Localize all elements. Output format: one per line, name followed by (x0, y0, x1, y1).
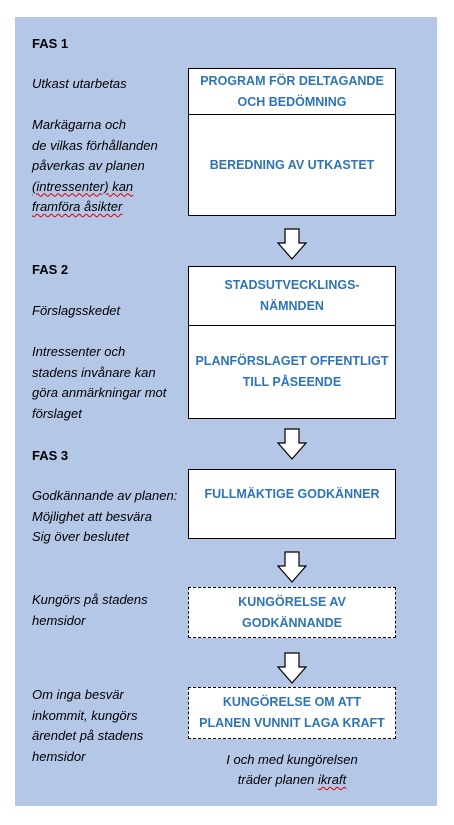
down-arrow-icon (277, 428, 307, 460)
note-line: hemsidor (32, 748, 86, 764)
note-line: Godkännande av planen: (32, 488, 178, 503)
box-kungorelse-laga-kraft: KUNGÖRELSE OM ATT PLANEN VUNNIT LAGA KRAFT (188, 687, 396, 739)
note-utkast: Utkast utarbetas (32, 76, 127, 91)
footer-note (188, 750, 396, 790)
box-program: PROGRAM FÖR DELTAGANDE OCH BEDÖMNING (188, 68, 396, 115)
box-stadsutveckling: STADSUTVECKLINGS- NÄMNDEN (188, 266, 396, 326)
note-line: förslaget (32, 405, 82, 421)
footer-line (188, 770, 396, 790)
box-fullmaktige: FULLMÄKTIGE GODKÄNNER (188, 469, 396, 539)
note-line (32, 177, 192, 198)
spellcheck-line: framföra åsikter (32, 199, 123, 214)
note-line: påverkas av planen (32, 158, 145, 173)
box-kungorelse-godkannande: KUNGÖRELSE AV GODKÄNNANDE (188, 587, 396, 638)
note-inga-besvar (32, 685, 192, 767)
footer-line: I och med kungörelsen (226, 752, 358, 767)
note-markagare (32, 115, 192, 218)
note-line: stadens invånare kan (32, 364, 156, 380)
note-line: Om inga besvär (32, 687, 124, 702)
down-arrow-icon (277, 652, 307, 684)
spellcheck-word: kan (108, 178, 134, 194)
note-line: Sig över beslutet (32, 529, 129, 544)
box-beredning: BEREDNING AV UTKASTET (188, 114, 396, 216)
note-intressenter (32, 342, 192, 424)
down-arrow-icon (277, 228, 307, 260)
note-line: Möjlighet att besvära (32, 508, 152, 524)
note-forslag: Förslagsskedet (32, 303, 121, 318)
box-planforslaget: PLANFÖRSLAGET OFFENTLIGT TILL PÅSEENDE (188, 325, 396, 419)
down-arrow-icon (277, 551, 307, 583)
phase-3-heading: FAS 3 (32, 448, 69, 463)
note-line: Intressenter och (32, 344, 126, 359)
phase-2-heading: FAS 2 (32, 262, 69, 277)
phase-1-heading: FAS 1 (32, 36, 69, 51)
spellcheck-word: (intressenter) (32, 178, 109, 194)
note-line: de vilkas förhållanden (32, 137, 158, 153)
note-line: inkommit, kungörs (32, 707, 138, 723)
note-line: hemsidor (32, 612, 86, 628)
note-line: göra anmärkningar mot (32, 385, 167, 400)
spellcheck-word: ikraft (318, 772, 347, 787)
note-line: Kungörs på stadens (32, 592, 148, 607)
note-kungors (32, 590, 192, 631)
note-godkannande (32, 486, 192, 548)
footer-text: träder planen (237, 772, 319, 787)
note-line: Markägarna och (32, 117, 126, 132)
note-line: ärendet på stadens (32, 728, 144, 743)
